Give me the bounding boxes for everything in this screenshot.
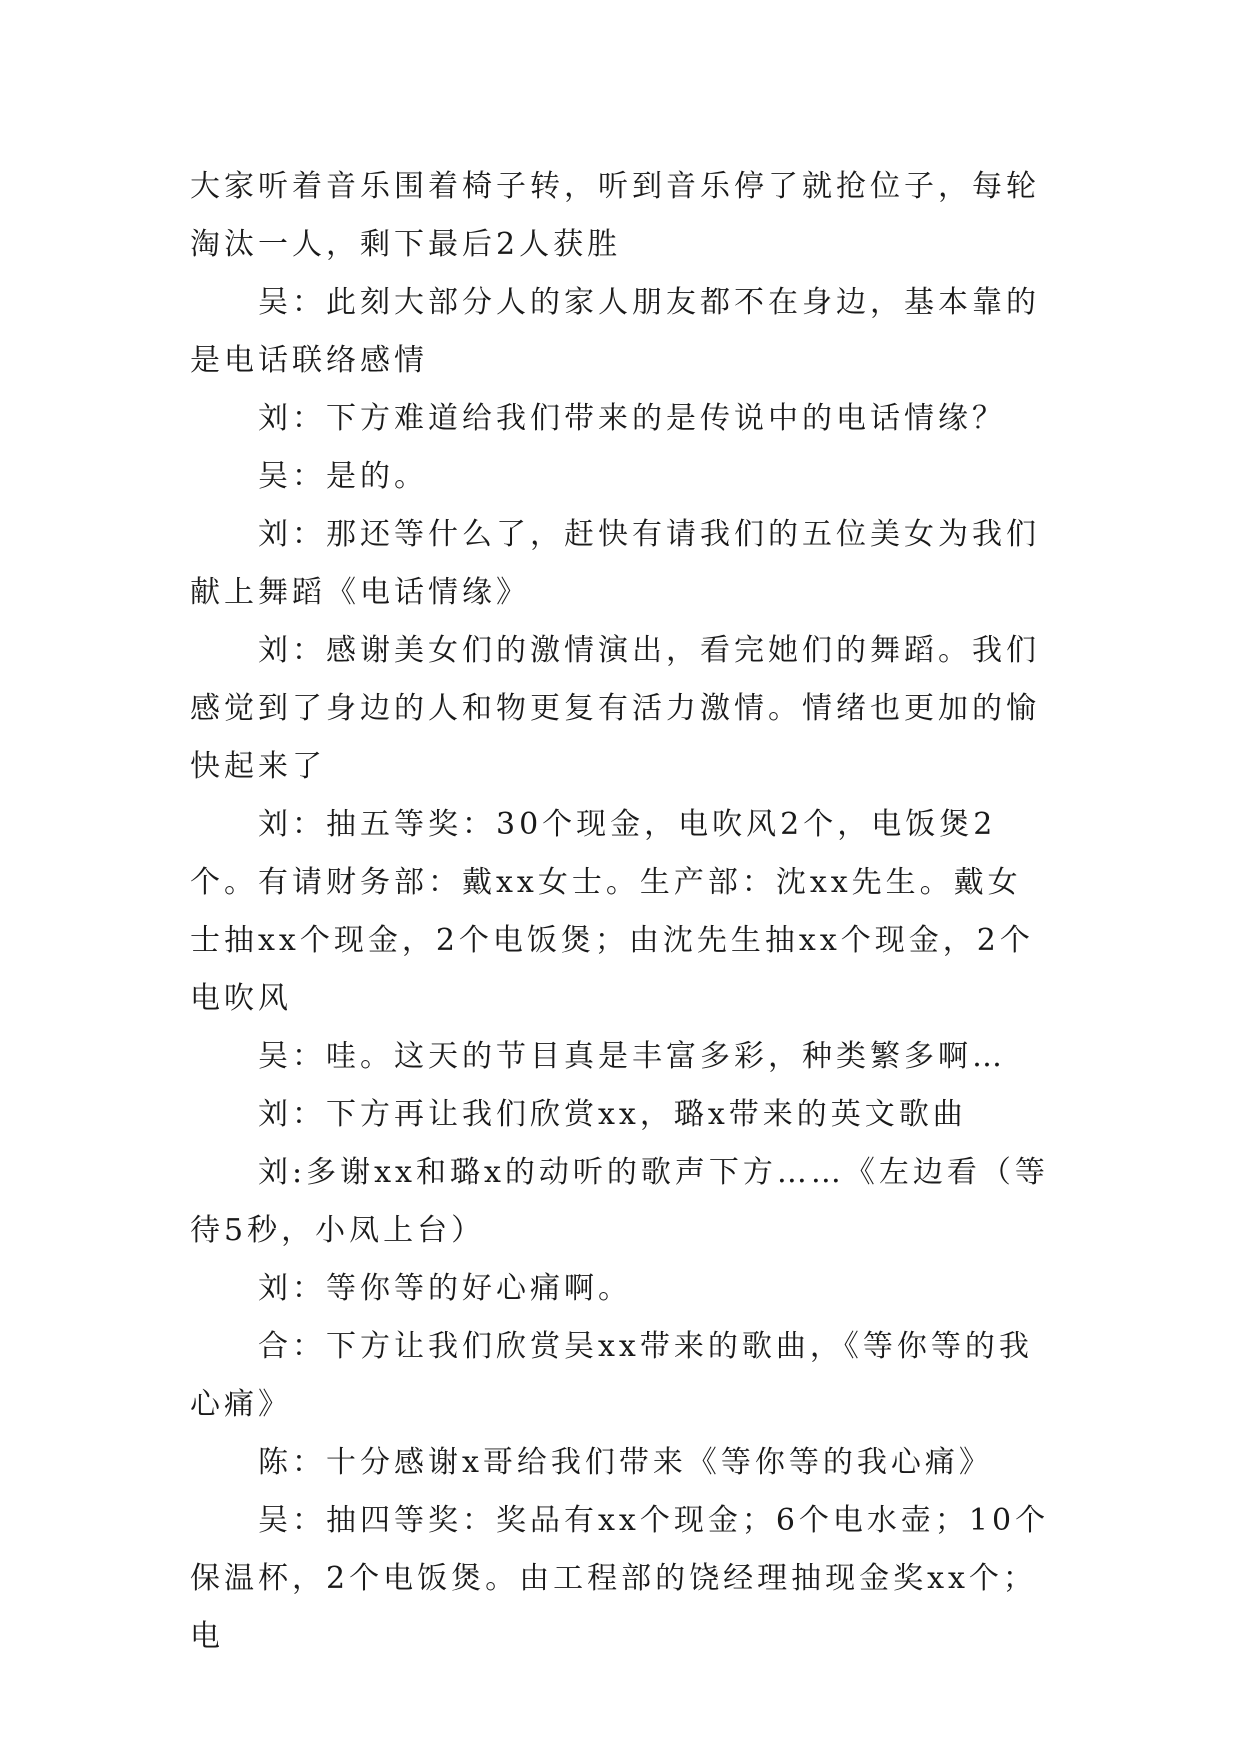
paragraph-12: 合：下方让我们欣赏吴xx带来的歌曲，《等你等的我心痛》 <box>190 1329 1033 1422</box>
paragraph-3: 刘：下方难道给我们带来的是传说中的电话情缘？ <box>258 401 1006 436</box>
paragraph-9: 刘：下方再让我们欣赏xx，璐x带来的英文歌曲 <box>258 1097 967 1132</box>
paragraph-7: 刘：抽五等奖：30个现金，电吹风2个，电饭煲2个。有请财务部：戴xx女士。生产部：沈xx先生。戴女士抽xx个现金，2个电饭煲；由沈先生抽xx个现金，2个电吹风 <box>190 807 1034 1016</box>
document-body <box>190 158 1050 1666</box>
paragraph-4: 吴：是的。 <box>258 459 428 494</box>
paragraph-6: 刘：感谢美女们的激情演出，看完她们的舞蹈。我们感觉到了身边的人和物更复有活力激情。情绪也更加的愉快起来了 <box>190 633 1040 784</box>
paragraph-2: 吴：此刻大部分人的家人朋友都不在身边，基本靠的是电话联络感情 <box>190 285 1040 378</box>
paragraph-1: 大家听着音乐围着椅子转，听到音乐停了就抢位子，每轮淘汰一人，剩下最后2人获胜 <box>190 169 1040 262</box>
paragraph-11: 刘：等你等的好心痛啊。 <box>258 1271 632 1306</box>
paragraph-10: 刘:多谢xx和璐x的动听的歌声下方……《左边看（等待5秒，小凤上台） <box>190 1155 1049 1248</box>
paragraph-14: 吴：抽四等奖：奖品有xx个现金；6个电水壶；10个保温杯，2个电饭煲。由工程部的饶经理抽现金奖xx个；电 <box>190 1503 1050 1654</box>
paragraph-8: 吴：哇。这天的节目真是丰富多彩，种类繁多啊… <box>258 1039 1006 1074</box>
paragraph-13: 陈：十分感谢x哥给我们带来《等你等的我心痛》 <box>258 1445 993 1480</box>
paragraph-5: 刘：那还等什么了，赶快有请我们的五位美女为我们献上舞蹈《电话情缘》 <box>190 517 1040 610</box>
